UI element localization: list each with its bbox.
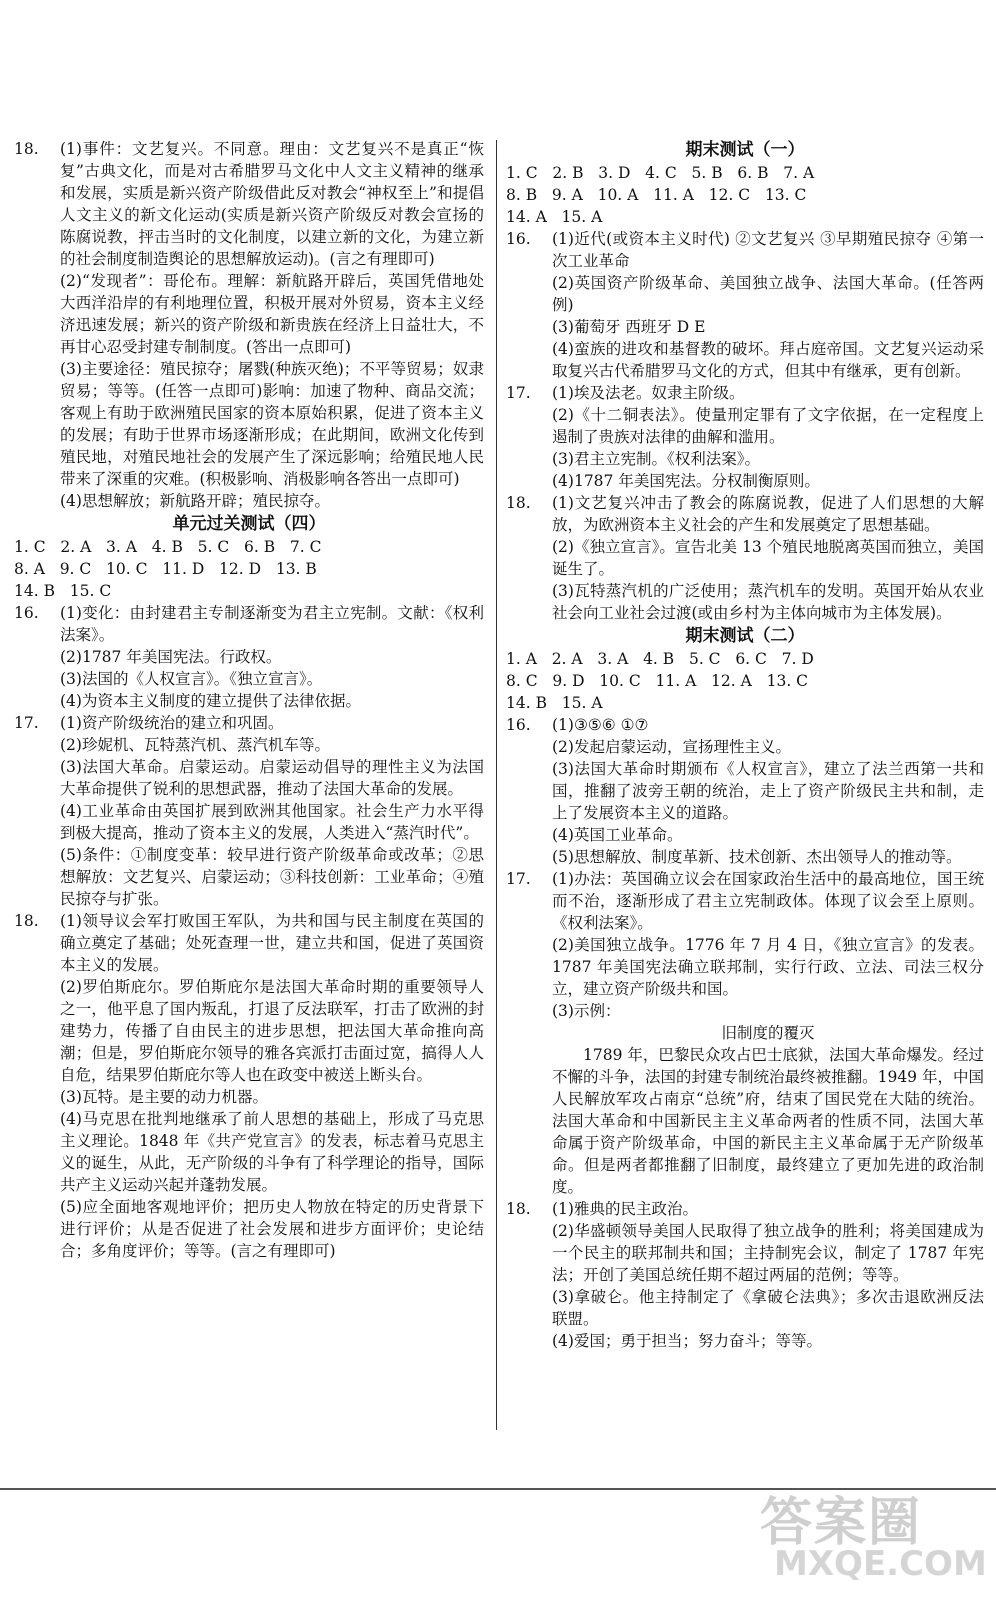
section-title-final2: 期末测试（二） [685,626,805,646]
mc-answers-line: 8. C 9. D 10. C 11. A 12. A 13. C [506,672,809,690]
answer-line: (4)马克思在批判地继承了前人思想的基础上，形成了马克思主义理论。1848 年《共产党宣言》的发表，标志着马克思主义的诞生，从此，无产阶级的斗争有了科学理论的指导，国际共产主义运动兴起并蓬勃发展。 [60,1110,484,1194]
question-number: 18. [506,494,531,512]
answer-line: (2)1787 年美国宪法。行政权。 [60,648,282,666]
answer-line: (4)爱国；勇于担当；努力奋斗；等等。 [552,1332,822,1350]
mc-answers-line: 14. B 15. A [506,694,603,712]
right-column [506,138,984,1352]
question-16-unit4 [14,602,484,712]
answer-line: (3)葡萄牙 西班牙 D E [552,318,706,336]
answer-line: (2)《独立宣言》。宣告北美 13 个殖民地脱离英国而独立，美国诞生了。 [552,538,984,578]
answer-line: (1)③⑤⑥ ①⑦ [552,716,649,734]
answer-line: (4)英国工业革命。 [552,826,683,844]
question-18-unit4 [14,910,484,1262]
left-column [14,138,484,1262]
answer-line: (2)发起启蒙运动，宣扬理性主义。 [552,738,791,756]
question-18-final2 [506,1198,984,1352]
question-17-unit4 [14,712,484,910]
answer-line: (1)雅典的民主政治。 [552,1200,698,1218]
answer-line: (2)《十二铜表法》。使量刑定罪有了文字依据，在一定程度上遏制了贵族对法律的曲解和滥用。 [552,406,984,446]
answer-line: (4)1787 年美国宪法。分权制衡原则。 [552,472,820,490]
question-number: 16. [506,716,531,734]
answer-line: (1)事件：文艺复兴。不同意。理由：文艺复兴不是真正“恢复”古典文化，而是对古希腊罗马文化中人文主义精神的继承和发展，实质是新兴资产阶级借此反对教会“神权至上”和提倡人文主义的新文化运动(实质是新兴资产阶级反对教会宣扬的陈腐说教，抨击当时的文化制度，以建立新的文化，为建立新的社会制度制造舆论的思想解放运动)。(言之有理即可) [60,140,484,268]
question-number: 16. [14,604,39,622]
question-18-unit3 [14,138,484,512]
question-number: 16. [506,230,531,248]
mc-answers-line: 1. C 2. A 3. A 4. B 5. C 6. B 7. C [14,538,322,556]
question-number: 17. [506,384,531,402]
answer-line: (3)主要途径：殖民掠夺；屠戮(种族灭绝)；不平等贸易；奴隶贸易；等等。(任答一点即可)影响：加速了物种、商品交流；客观上有助于欧洲殖民国家的资本原始积累，促进了资本主义的发展；有助于世界市场逐渐形成；在此期间，欧洲文化传到殖民地，对殖民地社会的发展产生了深远影响；给殖民地人民带来了深重的灾难。(积极影响、消极影响各答出一点即可) [60,360,484,488]
answer-line: (3)法国大革命时期颁布《人权宣言》，建立了法兰西第一共和国，推翻了波旁王朝的统治，走上了资产阶级民主共和制，走上了发展资本主义的道路。 [552,760,984,822]
question-number: 18. [14,140,39,158]
column-divider [496,140,497,1430]
answer-line: (1)领导议会军打败国王军队，为共和国与民主制度在英国的确立奠定了基础；处死查理一世，建立共和国，促进了英国资本主义的发展。 [60,912,484,974]
question-17-final2 [506,868,984,1198]
mc-answers-line: 14. A 15. A [506,208,603,226]
answer-line: (4)为资本主义制度的建立提供了法律依据。 [60,692,361,710]
question-18-final1 [506,492,984,624]
mc-answers-line: 1. C 2. B 3. D 4. C 5. B 6. B 7. A [506,164,815,182]
answer-line: (1)文艺复兴冲击了教会的陈腐说教，促进了人们思想的大解放，为欧洲资本主义社会的产生和发展奠定了思想基础。 [552,494,984,534]
mc-answers-line: 8. A 9. C 10. C 11. D 12. D 13. B [14,560,317,578]
answer-line: (5)条件：①制度变革：较早进行资产阶级革命或改革；②思想解放：文艺复兴、启蒙运动；③科技创新：工业革命；④殖民掠夺与扩张。 [60,846,484,908]
answer-line: (2)罗伯斯庇尔。罗伯斯庇尔是法国大革命时期的重要领导人之一，他平息了国内叛乱，打退了反法联军，打击了欧洲的封建势力，传播了自由民主的进步思想，把法国大革命推向高潮；但是，罗伯斯庇尔领导的雅各宾派打击面过宽，搞得人人自危，结果罗伯斯庇尔等人也在政变中被送上断头台。 [60,978,484,1084]
question-number: 17. [14,714,39,732]
answer-line: (1)埃及法老。奴隶主阶级。 [552,384,745,402]
question-number: 18. [14,912,39,930]
answer-line: (1)资产阶级统治的建立和巩固。 [60,714,284,732]
essay-title: 旧制度的覆灭 [721,1024,815,1042]
answer-line: (2)英国资产阶级革命、美国独立战争、法国大革命。(任答两例) [552,274,984,314]
watermark-logo [752,1480,987,1590]
answer-line: (3)法国大革命。启蒙运动。启蒙运动倡导的理性主义为法国大革命提供了锐利的思想武器，推动了法国大革命的发展。 [60,758,484,798]
section-title-unit4: 单元过关测试（四） [172,514,326,534]
answer-line: (3)君主立宪制。《权利法案》。 [552,450,760,468]
answer-line: (3)法国的《人权宣言》。《独立宣言》。 [60,670,323,688]
question-16-final1 [506,228,984,382]
answer-line: (3)瓦特。是主要的动力机器。 [60,1088,268,1106]
essay-text: 1789 年，巴黎民众攻占巴士底狱，法国大革命爆发。经过不懈的斗争，法国的封建专制统治最终被推翻。1949 年，中国人民解放军攻占南京“总统”府，结束了国民党在大陆的统治。法国大革命和中国新民主主义革命两者的性质不同，法国大革命属于资产阶级革命，中国的新民主主义革命属于无产阶级革命。但是两者都推翻了旧制度，最终建立了更加先进的政治制度。 [552,1046,984,1196]
answer-line: (4)思想解放；新航路开辟；殖民掠夺。 [60,492,330,510]
answer-line: (1)办法：英国确立议会在国家政治生活中的最高地位，国王统而不治，逐渐形成了君主立宪制政体。体现了议会至上原则。《权利法案》。 [552,870,984,932]
answer-line: (2)美国独立战争。1776 年 7 月 4 日，《独立宣言》的发表。1787 年美国宪法确立联邦制，实行行政、立法、司法三权分立，建立资产阶级共和国。 [552,936,984,998]
question-number: 17. [506,870,531,888]
answer-line: (4)工业革命由英国扩展到欧洲其他国家。社会生产力水平得到极大提高，推动了资本主义的发展，人类进入“蒸汽时代”。 [60,802,484,842]
answer-line: (5)思想解放、制度革新、技术创新、杰出领导人的推动等。 [552,848,962,866]
question-number: 18. [506,1200,531,1218]
mc-answers-line: 8. B 9. A 10. A 11. A 12. C 13. C [506,186,807,204]
answer-line: (2)“发现者”：哥伦布。理解：新航路开辟后，英国凭借地处大西洋沿岸的有利地理位置，积极开展对外贸易，资本主义经济迅速发展；新兴的资产阶级和新贵族在经济上日益壮大，不再甘心忍受封建专制制度。(答出一点即可) [60,272,484,356]
answer-line: (2)珍妮机、瓦特蒸汽机、蒸汽机车等。 [60,736,330,754]
mc-answers-line: 14. B 15. C [14,582,112,600]
answer-line: (3)瓦特蒸汽机的广泛使用；蒸汽机车的发明。英国开始从农业社会向工业社会过渡(或由乡村为主体向城市为主体发展)。 [552,582,984,622]
question-16-final2 [506,714,984,868]
answer-line: (4)蛮族的进攻和基督教的破坏。拜占庭帝国。文艺复兴运动采取复兴古代希腊罗马文化的方式，但其中有继承，更有创新。 [552,340,984,380]
answer-line: (2)华盛顿领导美国人民取得了独立战争的胜利；将美国建成为一个民主的联邦制共和国；主持制宪会议，制定了 1787 年宪法；开创了美国总统任期不超过两届的范例；等等。 [552,1222,984,1284]
question-17-final1 [506,382,984,492]
answer-line: (3)示例： [552,1002,621,1020]
watermark-word: 答案圈 [760,1493,923,1553]
watermark-url: MXQE.COM [774,1544,987,1584]
answer-line: (1)近代(或资本主义时代) ②文艺复兴 ③早期殖民掠夺 ④第一次工业革命 [552,230,984,270]
mc-answers-line: 1. A 2. A 3. A 4. B 5. C 6. C 7. D [506,650,814,668]
answer-line: (3)拿破仑。他主持制定了《拿破仑法典》；多次击退欧洲反法联盟。 [552,1288,984,1328]
answer-line: (5)应全面地客观地评价；把历史人物放在特定的历史背景下进行评价；从是否促进了社会发展和进步方面评价；史论结合；多角度评价；等等。(言之有理即可) [60,1198,484,1260]
answer-line: (1)变化：由封建君主专制逐渐变为君主立宪制。文献：《权利法案》。 [60,604,484,644]
section-title-final1: 期末测试（一） [685,140,805,160]
